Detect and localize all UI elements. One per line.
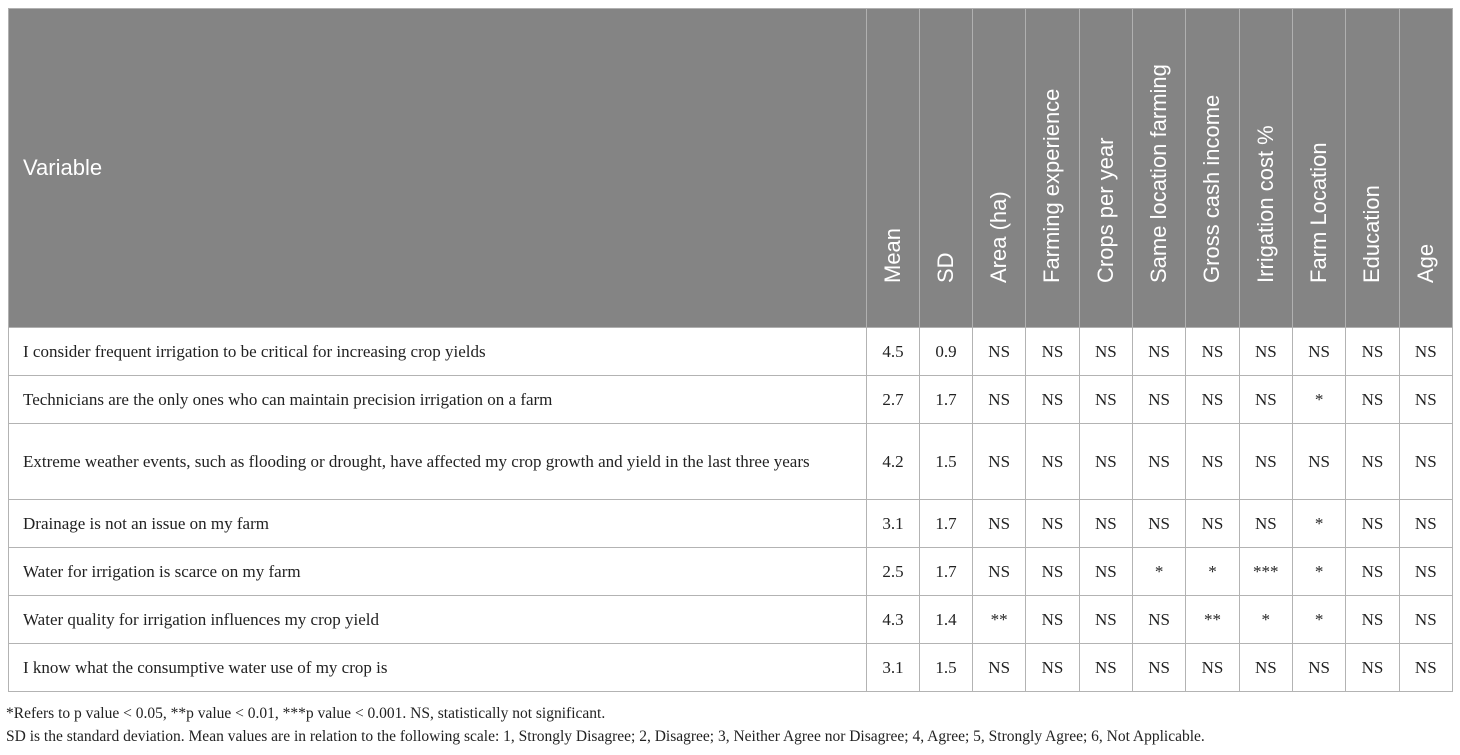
significance-cell: NS: [1026, 328, 1079, 376]
significance-cell: NS: [1186, 500, 1239, 548]
table-row: [9, 424, 1453, 500]
significance-cell: NS: [1132, 644, 1185, 692]
significance-cell: NS: [973, 424, 1026, 500]
significance-cell: *: [1292, 596, 1345, 644]
significance-cell: NS: [1346, 328, 1399, 376]
significance-cell: NS: [1079, 424, 1132, 500]
variable-cell: Extreme weather events, such as flooding or drought, have affected my crop growth and yield in the last three years: [9, 424, 867, 500]
mean-cell: 2.7: [867, 376, 920, 424]
footnote-significance: *Refers to p value < 0.05, **p value < 0.01, ***p value < 0.001. NS, statistically not significant.: [6, 705, 606, 722]
header-irrigation-cost: [1239, 9, 1292, 328]
header-farming-experience: [1026, 9, 1079, 328]
header-gross-cash-income: [1186, 9, 1239, 328]
significance-cell: NS: [1186, 328, 1239, 376]
header-area-label: Area (ha): [986, 191, 1012, 283]
significance-cell: NS: [1079, 596, 1132, 644]
significance-cell: *: [1239, 596, 1292, 644]
header-row: [9, 9, 1453, 328]
significance-cell: NS: [1399, 376, 1452, 424]
significance-cell: NS: [1239, 376, 1292, 424]
header-education-label: Education: [1359, 185, 1385, 283]
sd-cell: 1.7: [920, 548, 973, 596]
significance-cell: NS: [1399, 644, 1452, 692]
sd-cell: 1.4: [920, 596, 973, 644]
variable-cell: I know what the consumptive water use of my crop is: [9, 644, 867, 692]
header-same-location-farming: [1132, 9, 1185, 328]
header-farm-location: [1292, 9, 1345, 328]
significance-cell: NS: [973, 376, 1026, 424]
mean-cell: 4.2: [867, 424, 920, 500]
header-crops-per-year: [1079, 9, 1132, 328]
header-same-location-farming-label: Same location farming: [1146, 64, 1172, 283]
significance-cell: NS: [1026, 376, 1079, 424]
table-row: [9, 644, 1453, 692]
header-education: [1346, 9, 1399, 328]
significance-cell: NS: [1132, 424, 1185, 500]
significance-cell: *: [1292, 548, 1345, 596]
significance-cell: **: [973, 596, 1026, 644]
significance-cell: NS: [1026, 548, 1079, 596]
mean-cell: 4.5: [867, 328, 920, 376]
significance-cell: *: [1186, 548, 1239, 596]
significance-cell: NS: [1026, 500, 1079, 548]
results-table-container: [8, 8, 1453, 692]
significance-cell: NS: [1292, 644, 1345, 692]
significance-cell: NS: [1292, 328, 1345, 376]
significance-cell: NS: [1026, 424, 1079, 500]
significance-cell: *: [1292, 376, 1345, 424]
significance-cell: NS: [1239, 424, 1292, 500]
significance-cell: NS: [973, 500, 1026, 548]
significance-cell: NS: [1079, 328, 1132, 376]
table-row: [9, 376, 1453, 424]
header-crops-per-year-label: Crops per year: [1092, 137, 1118, 283]
table-footnotes: [6, 702, 1205, 748]
significance-cell: NS: [1292, 424, 1345, 500]
header-farm-location-label: Farm Location: [1306, 142, 1332, 283]
sd-cell: 1.7: [920, 500, 973, 548]
mean-cell: 3.1: [867, 500, 920, 548]
significance-cell: *: [1132, 548, 1185, 596]
significance-cell: NS: [1346, 376, 1399, 424]
header-area: [973, 9, 1026, 328]
significance-cell: NS: [1239, 500, 1292, 548]
header-sd-label: SD: [933, 252, 958, 283]
variable-cell: Drainage is not an issue on my farm: [9, 500, 867, 548]
significance-cell: NS: [973, 548, 1026, 596]
significance-cell: NS: [1346, 644, 1399, 692]
sd-cell: 1.5: [920, 644, 973, 692]
header-age-label: Age: [1412, 243, 1438, 283]
significance-cell: NS: [1079, 548, 1132, 596]
significance-cell: NS: [1346, 424, 1399, 500]
sd-cell: 1.7: [920, 376, 973, 424]
significance-cell: NS: [973, 328, 1026, 376]
significance-cell: NS: [1186, 644, 1239, 692]
mean-cell: 3.1: [867, 644, 920, 692]
significance-cell: NS: [1239, 644, 1292, 692]
table-row: [9, 500, 1453, 548]
significance-cell: NS: [1346, 596, 1399, 644]
table-row: [9, 548, 1453, 596]
significance-cell: NS: [1186, 424, 1239, 500]
significance-cell: NS: [1026, 596, 1079, 644]
header-mean: [867, 9, 920, 328]
results-table: [8, 8, 1453, 692]
significance-cell: NS: [1079, 376, 1132, 424]
significance-cell: NS: [1132, 376, 1185, 424]
header-variable: Variable: [9, 9, 867, 328]
mean-cell: 2.5: [867, 548, 920, 596]
header-mean-label: Mean: [880, 227, 905, 283]
significance-cell: NS: [1079, 644, 1132, 692]
significance-cell: *: [1292, 500, 1345, 548]
significance-cell: **: [1186, 596, 1239, 644]
significance-cell: NS: [1346, 500, 1399, 548]
header-irrigation-cost-label: Irrigation cost %: [1252, 125, 1278, 283]
variable-cell: Water for irrigation is scarce on my farm: [9, 548, 867, 596]
significance-cell: NS: [973, 644, 1026, 692]
mean-cell: 4.3: [867, 596, 920, 644]
significance-cell: NS: [1399, 548, 1452, 596]
header-age: [1399, 9, 1452, 328]
significance-cell: NS: [1079, 500, 1132, 548]
significance-cell: ***: [1239, 548, 1292, 596]
variable-cell: Water quality for irrigation influences my crop yield: [9, 596, 867, 644]
footnote-scale: SD is the standard deviation. Mean values are in relation to the following scale: 1, Strongly Disagree; 2, Disagree; 3, Neither Agree nor Disagree; 4, Agree; 5, Strongly Agree; 6, Not Applicable.: [6, 728, 1205, 745]
header-farming-experience-label: Farming experience: [1039, 88, 1065, 283]
significance-cell: NS: [1132, 596, 1185, 644]
significance-cell: NS: [1399, 596, 1452, 644]
sd-cell: 0.9: [920, 328, 973, 376]
table-row: [9, 328, 1453, 376]
significance-cell: NS: [1026, 644, 1079, 692]
significance-cell: NS: [1132, 500, 1185, 548]
significance-cell: NS: [1186, 376, 1239, 424]
variable-cell: Technicians are the only ones who can maintain precision irrigation on a farm: [9, 376, 867, 424]
significance-cell: NS: [1132, 328, 1185, 376]
variable-cell: I consider frequent irrigation to be critical for increasing crop yields: [9, 328, 867, 376]
significance-cell: NS: [1399, 328, 1452, 376]
significance-cell: NS: [1399, 424, 1452, 500]
sd-cell: 1.5: [920, 424, 973, 500]
header-sd: [920, 9, 973, 328]
significance-cell: NS: [1239, 328, 1292, 376]
table-row: [9, 596, 1453, 644]
significance-cell: NS: [1346, 548, 1399, 596]
significance-cell: NS: [1399, 500, 1452, 548]
header-gross-cash-income-label: Gross cash income: [1199, 94, 1225, 283]
